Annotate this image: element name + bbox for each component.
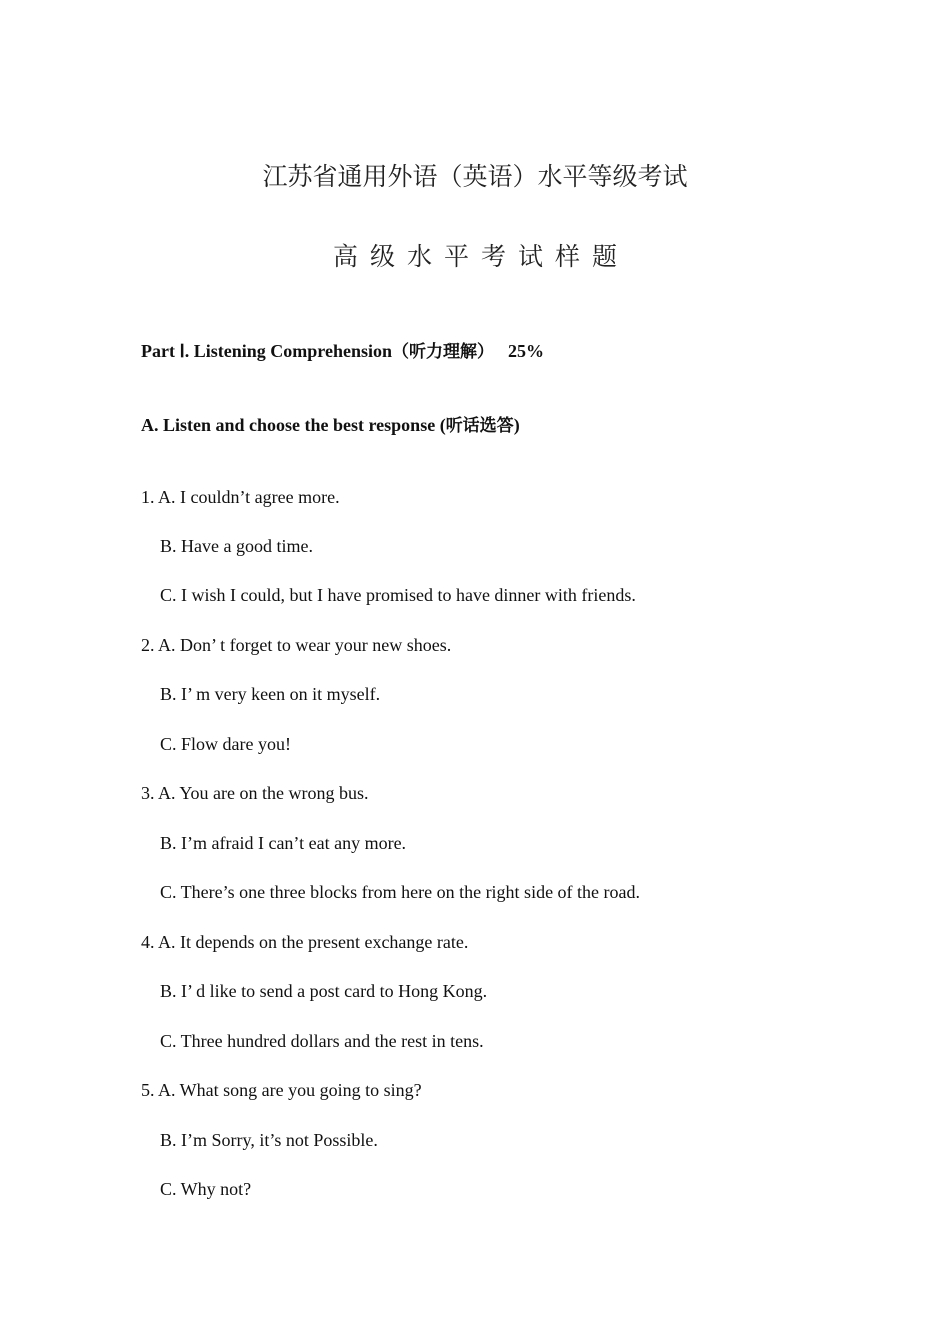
question-3-option-c: C. There’s one three blocks from here on the right side of the road. — [160, 882, 641, 902]
section-heading — [141, 411, 520, 436]
question-2-option-b: B. I’ m very keen on it myself. — [160, 684, 381, 704]
question-5-option-a: 5. A. What song are you going to sing? — [141, 1080, 422, 1100]
question-5-option-c: C. Why not? — [160, 1179, 252, 1199]
question-1-option-b: B. Have a good time. — [160, 536, 313, 556]
question-4-option-a: 4. A. It depends on the present exchange rate. — [141, 932, 469, 952]
question-1-option-c: C. I wish I could, but I have promised to have dinner with friends. — [160, 585, 636, 605]
section-label-cn: 听话选答 — [445, 416, 514, 436]
part-label: Part Ⅰ. Listening Comprehension — [141, 341, 392, 361]
question-4-option-b: B. I’ d like to send a post card to Hong Kong. — [160, 981, 488, 1001]
part-label-cn: （听力理解） — [392, 342, 494, 362]
question-3-option-b: B. I’m afraid I can’t eat any more. — [160, 833, 407, 853]
section-label-close: ) — [513, 415, 520, 435]
question-5-option-b: B. I’m Sorry, it’s not Possible. — [160, 1130, 378, 1150]
question-3-option-a: 3. A. You are on the wrong bus. — [141, 783, 369, 803]
question-2-option-a: 2. A. Don’ t forget to wear your new shoes. — [141, 635, 452, 655]
part-heading — [141, 337, 544, 362]
question-4-option-c: C. Three hundred dollars and the rest in tens. — [160, 1031, 484, 1051]
question-2-option-c: C. Flow dare you! — [160, 734, 291, 754]
part-percent: 25% — [508, 341, 544, 361]
section-label: A. Listen and choose the best response ( — [141, 415, 446, 435]
question-1-option-a: 1. A. I couldn’t agree more. — [141, 487, 340, 507]
exam-title: 江苏省通用外语（英语）水平等级考试 — [262, 162, 688, 191]
exam-subtitle: 高级水平考试样题 — [332, 242, 629, 271]
